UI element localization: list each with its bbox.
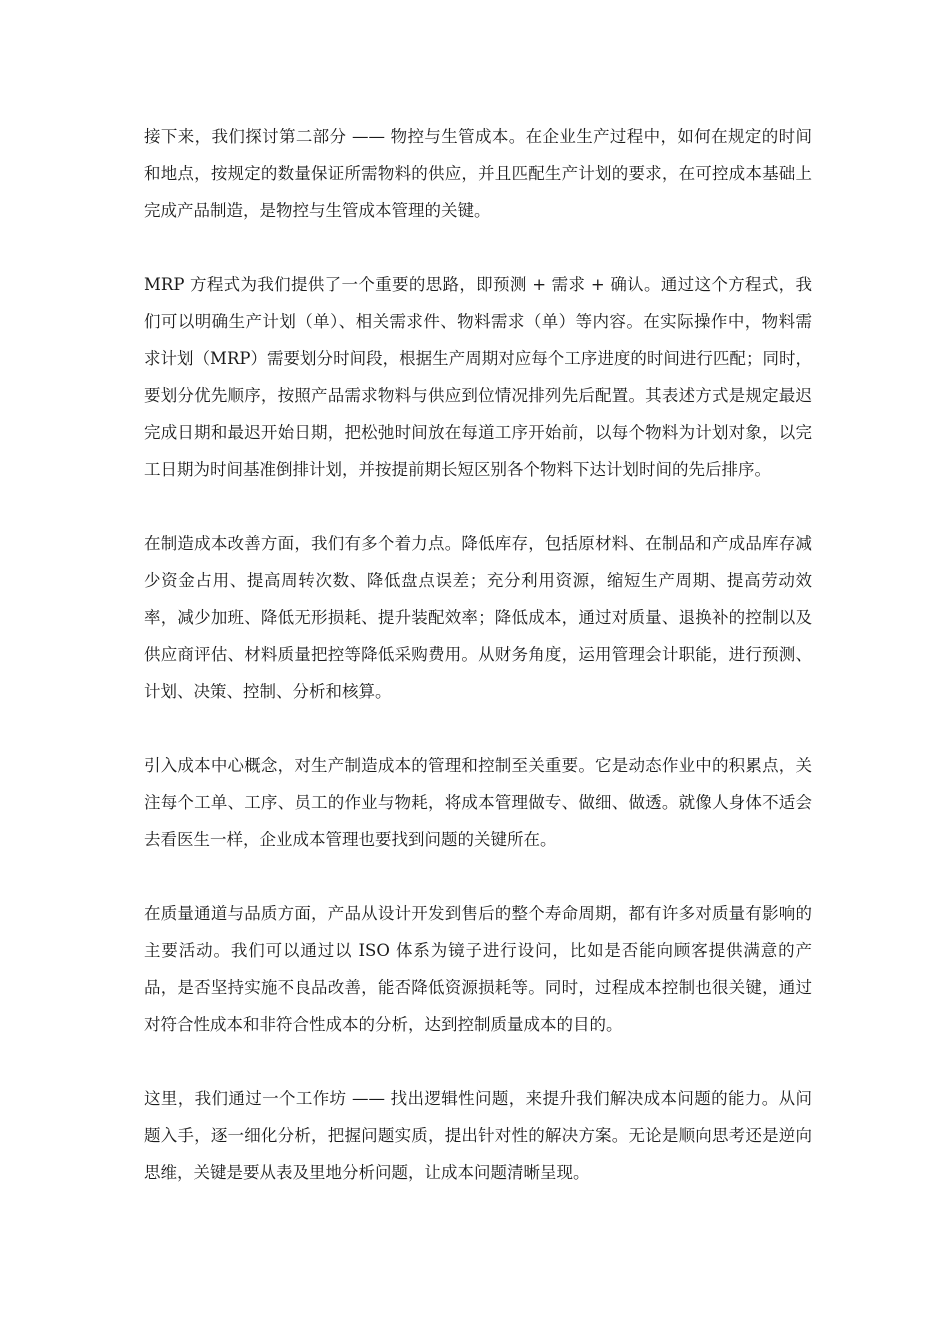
paragraph-workshop: 这里，我们通过一个工作坊 —— 找出逻辑性问题，来提升我们解决成本问题的能力。从问题入手，逐一细化分析，把握问题实质，提出针对性的解决方案。无论是顺向思考还是逆向思维，关键是要从表及里地分析问题，让成本问题清晰呈现。 — [144, 1089, 812, 1182]
paragraph-quality: 在质量通道与品质方面，产品从设计开发到售后的整个寿命周期，都有许多对质量有影响的主要活动。我们可以通过以 ISO 体系为镜子进行设问，比如是否能向顾客提供满意的产品，是否坚持实施不良品改善，能否降低资源损耗等。同时，过程成本控制也很关键，通过对符合性成本和非符合性成本的分析，达到控制质量成本的目的。 — [144, 904, 812, 1034]
paragraph-material-control: 接下来，我们探讨第二部分 —— 物控与生管成本。在企业生产过程中，如何在规定的时间和地点，按规定的数量保证所需物料的供应，并且匹配生产计划的要求，在可控成本基础上完成产品制造，是物控与生管成本管理的关键。 — [144, 127, 812, 220]
paragraph-mrp-equation: MRP 方程式为我们提供了一个重要的思路，即预测 + 需求 + 确认。通过这个方程式，我们可以明确生产计划（单）、相关需求件、物料需求（单）等内容。在实际操作中，物料需求计划（MRP）需要划分时间段，根据生产周期对应每个工序进度的时间进行匹配；同时，要划分优先顺序，按照产品需求物料与供应到位情况排列先后配置。其表述方式是规定最迟完成日期和最迟开始日期，把松弛时间放在每道工序开始前，以每个物料为计划对象，以完工日期为时间基准倒排计划，并按提前期长短区别各个物料下达计划时间的先后排序。 — [144, 275, 812, 479]
paragraph-cost-improvement: 在制造成本改善方面，我们有多个着力点。降低库存，包括原材料、在制品和产成品库存减少资金占用、提高周转次数、降低盘点误差；充分利用资源，缩短生产周期、提高劳动效率，减少加班、降低无形损耗、提升装配效率；降低成本，通过对质量、退换补的控制以及供应商评估、材料质量把控等降低采购费用。从财务角度，运用管理会计职能，进行预测、计划、决策、控制、分析和核算。 — [144, 534, 812, 701]
paragraph-cost-center: 引入成本中心概念，对生产制造成本的管理和控制至关重要。它是动态作业中的积累点，关注每个工单、工序、员工的作业与物耗，将成本管理做专、做细、做透。就像人身体不适会去看医生一样，企业成本管理也要找到问题的关键所在。 — [144, 756, 812, 849]
document-body — [144, 118, 812, 1228]
